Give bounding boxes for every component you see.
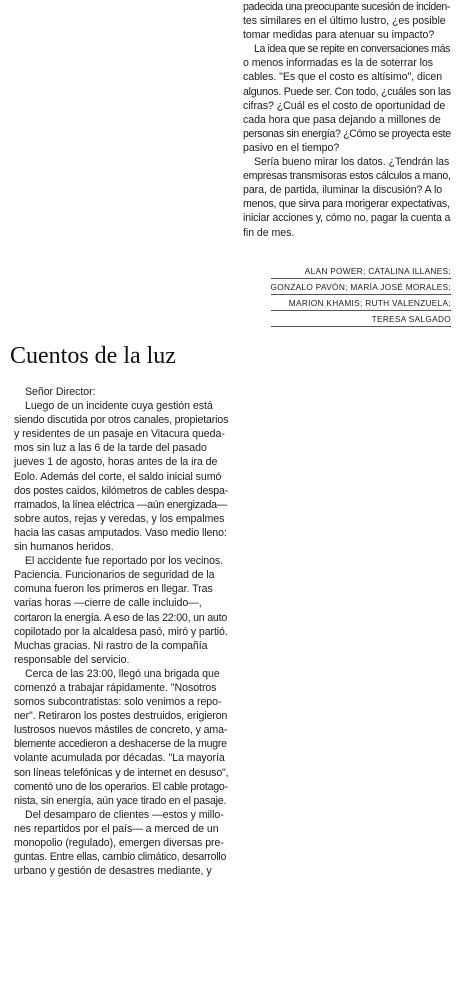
text-line: guntas. Entre ellas, cambio climático, desarrollo: [14, 851, 227, 864]
text-line: copilotado por la alcaldesa pasó, miró y partió.: [14, 625, 228, 638]
text-line: siendo discutida por otros canales, propietarios: [14, 414, 229, 427]
text-line: menos, que sirva para morigerar expectativas,: [243, 198, 450, 211]
text-line: iniciar acciones y, cómo no, pagar la cuenta a: [243, 212, 451, 225]
text-line: monopolio (regulado), emergen diversas pre-: [14, 837, 224, 849]
text-line: dos postes caídos, kilómetros de cables despa-: [14, 484, 228, 497]
text-line: o menos informadas es la de soterrar los: [243, 57, 433, 70]
signatories: [271, 264, 451, 328]
text-line: Cerca de las 23:00, llegó una brigada que: [25, 667, 220, 680]
text-line: mos sin luz a las 6 de la tarde del pasado: [14, 442, 207, 455]
text-line: somos subcontratistas: solo venimos a repo-: [14, 696, 222, 709]
text-line: son líneas telefónicas y de internet en desuso",: [14, 766, 229, 779]
text-line: Sería bueno mirar los datos. ¿Tendrán las: [254, 156, 450, 169]
right-column-text: [243, 0, 451, 240]
text-line: comuna fueron los primeros en llegar. Tras: [14, 583, 213, 596]
text-line: cada hora que pasa dejando a millones de: [243, 113, 441, 126]
text-line: varias horas —cierre de calle incluido—,: [14, 597, 202, 610]
text-line: Del desamparo de clientes —estos y millo-: [25, 808, 224, 821]
text-line: pasivo en el tiempo?: [243, 141, 340, 154]
text-line: y residentes de un pasaje en Vitacura queda-: [14, 428, 225, 441]
text-line: Eolo. Además del corte, el saldo inicial sumó: [14, 470, 222, 483]
text-line: urbano y gestión de desastres mediante, y: [14, 865, 212, 878]
letter-body: [14, 385, 228, 878]
text-line: tes similares en el último lustro, ¿es posible: [243, 15, 446, 28]
signer-line: GONZALO PAVÓN; MARÍA JOSÉ MORALES;: [271, 280, 451, 295]
text-line: comenzó a trabajar rápidamente. "Nosotros: [14, 681, 217, 694]
letter-headline: Cuentos de la luz: [10, 343, 176, 369]
text-line: sobre autos, rejas y veredas, y los empalmes: [14, 512, 225, 525]
text-line: sin humanos heridos.: [14, 541, 114, 554]
text-line: cifras? ¿Cuál es el costo de oportunidad de: [243, 99, 446, 112]
text-line: El accidente fue reportado por los vecinos.: [25, 555, 224, 568]
text-line: blemente accedieron a deshacerse de la mugre: [14, 738, 227, 751]
text-line: fin de mes.: [243, 226, 295, 239]
text-line: lustrosos nuevos mástiles de concreto, y ama-: [14, 724, 228, 737]
text-line: personas sin energía? ¿Cómo se proyecta este: [243, 127, 451, 140]
text-line: nes repartidos por el país— a merced de un: [14, 822, 219, 835]
text-line: rramados, la línea eléctrica —aún energizada—: [14, 498, 228, 511]
text-line: padecida una preocupante sucesión de inciden-: [243, 1, 450, 13]
text-line: Muchas gracias. Ni rastro de la compañía: [14, 639, 208, 652]
text-line: comentó uno de los operarios. El cable protago-: [14, 780, 228, 793]
text-line: cables. "Es que el costo es altísimo", dicen: [243, 71, 443, 84]
signer-line: TERESA SALGADO: [271, 312, 451, 327]
text-line: Paciencia. Funcionarios de seguridad de la: [14, 569, 215, 582]
text-line: ner". Retiraron los postes destruidos, erigieron: [14, 710, 228, 723]
text-line: Luego de un incidente cuya gestión está: [25, 400, 213, 413]
text-line: para, de partida, iluminar la discusión? A lo: [243, 184, 443, 197]
signer-line: ALAN POWER; CATALINA ILLANES;: [271, 264, 451, 279]
text-line: La idea que se repite en conversaciones más: [254, 43, 450, 56]
text-line: tomar medidas para atenuar su impacto?: [243, 29, 435, 42]
text-line: jueves 1 de agosto, horas antes de la ira de: [14, 456, 218, 469]
text-line: volante acumulada por décadas. "La mayoría: [14, 752, 225, 765]
text-line: algunos. Puede ser. Con todo, ¿cuáles son las: [243, 85, 451, 98]
text-line: nista, sin energía, aún yace tirado en el pasaje.: [14, 794, 227, 807]
signer-line: MARION KHAMIS; RUTH VALENZUELA;: [271, 296, 451, 311]
text-line: responsable del servicio.: [14, 653, 130, 666]
text-line: cortaron la energía. A eso de las 22:00, un auto: [14, 611, 228, 624]
text-line: hacia las casas amputados. Vaso medio lleno:: [14, 526, 227, 539]
text-line: empresas transmisoras estos cálculos a mano,: [243, 170, 451, 183]
salutation: Señor Director:: [25, 386, 96, 398]
